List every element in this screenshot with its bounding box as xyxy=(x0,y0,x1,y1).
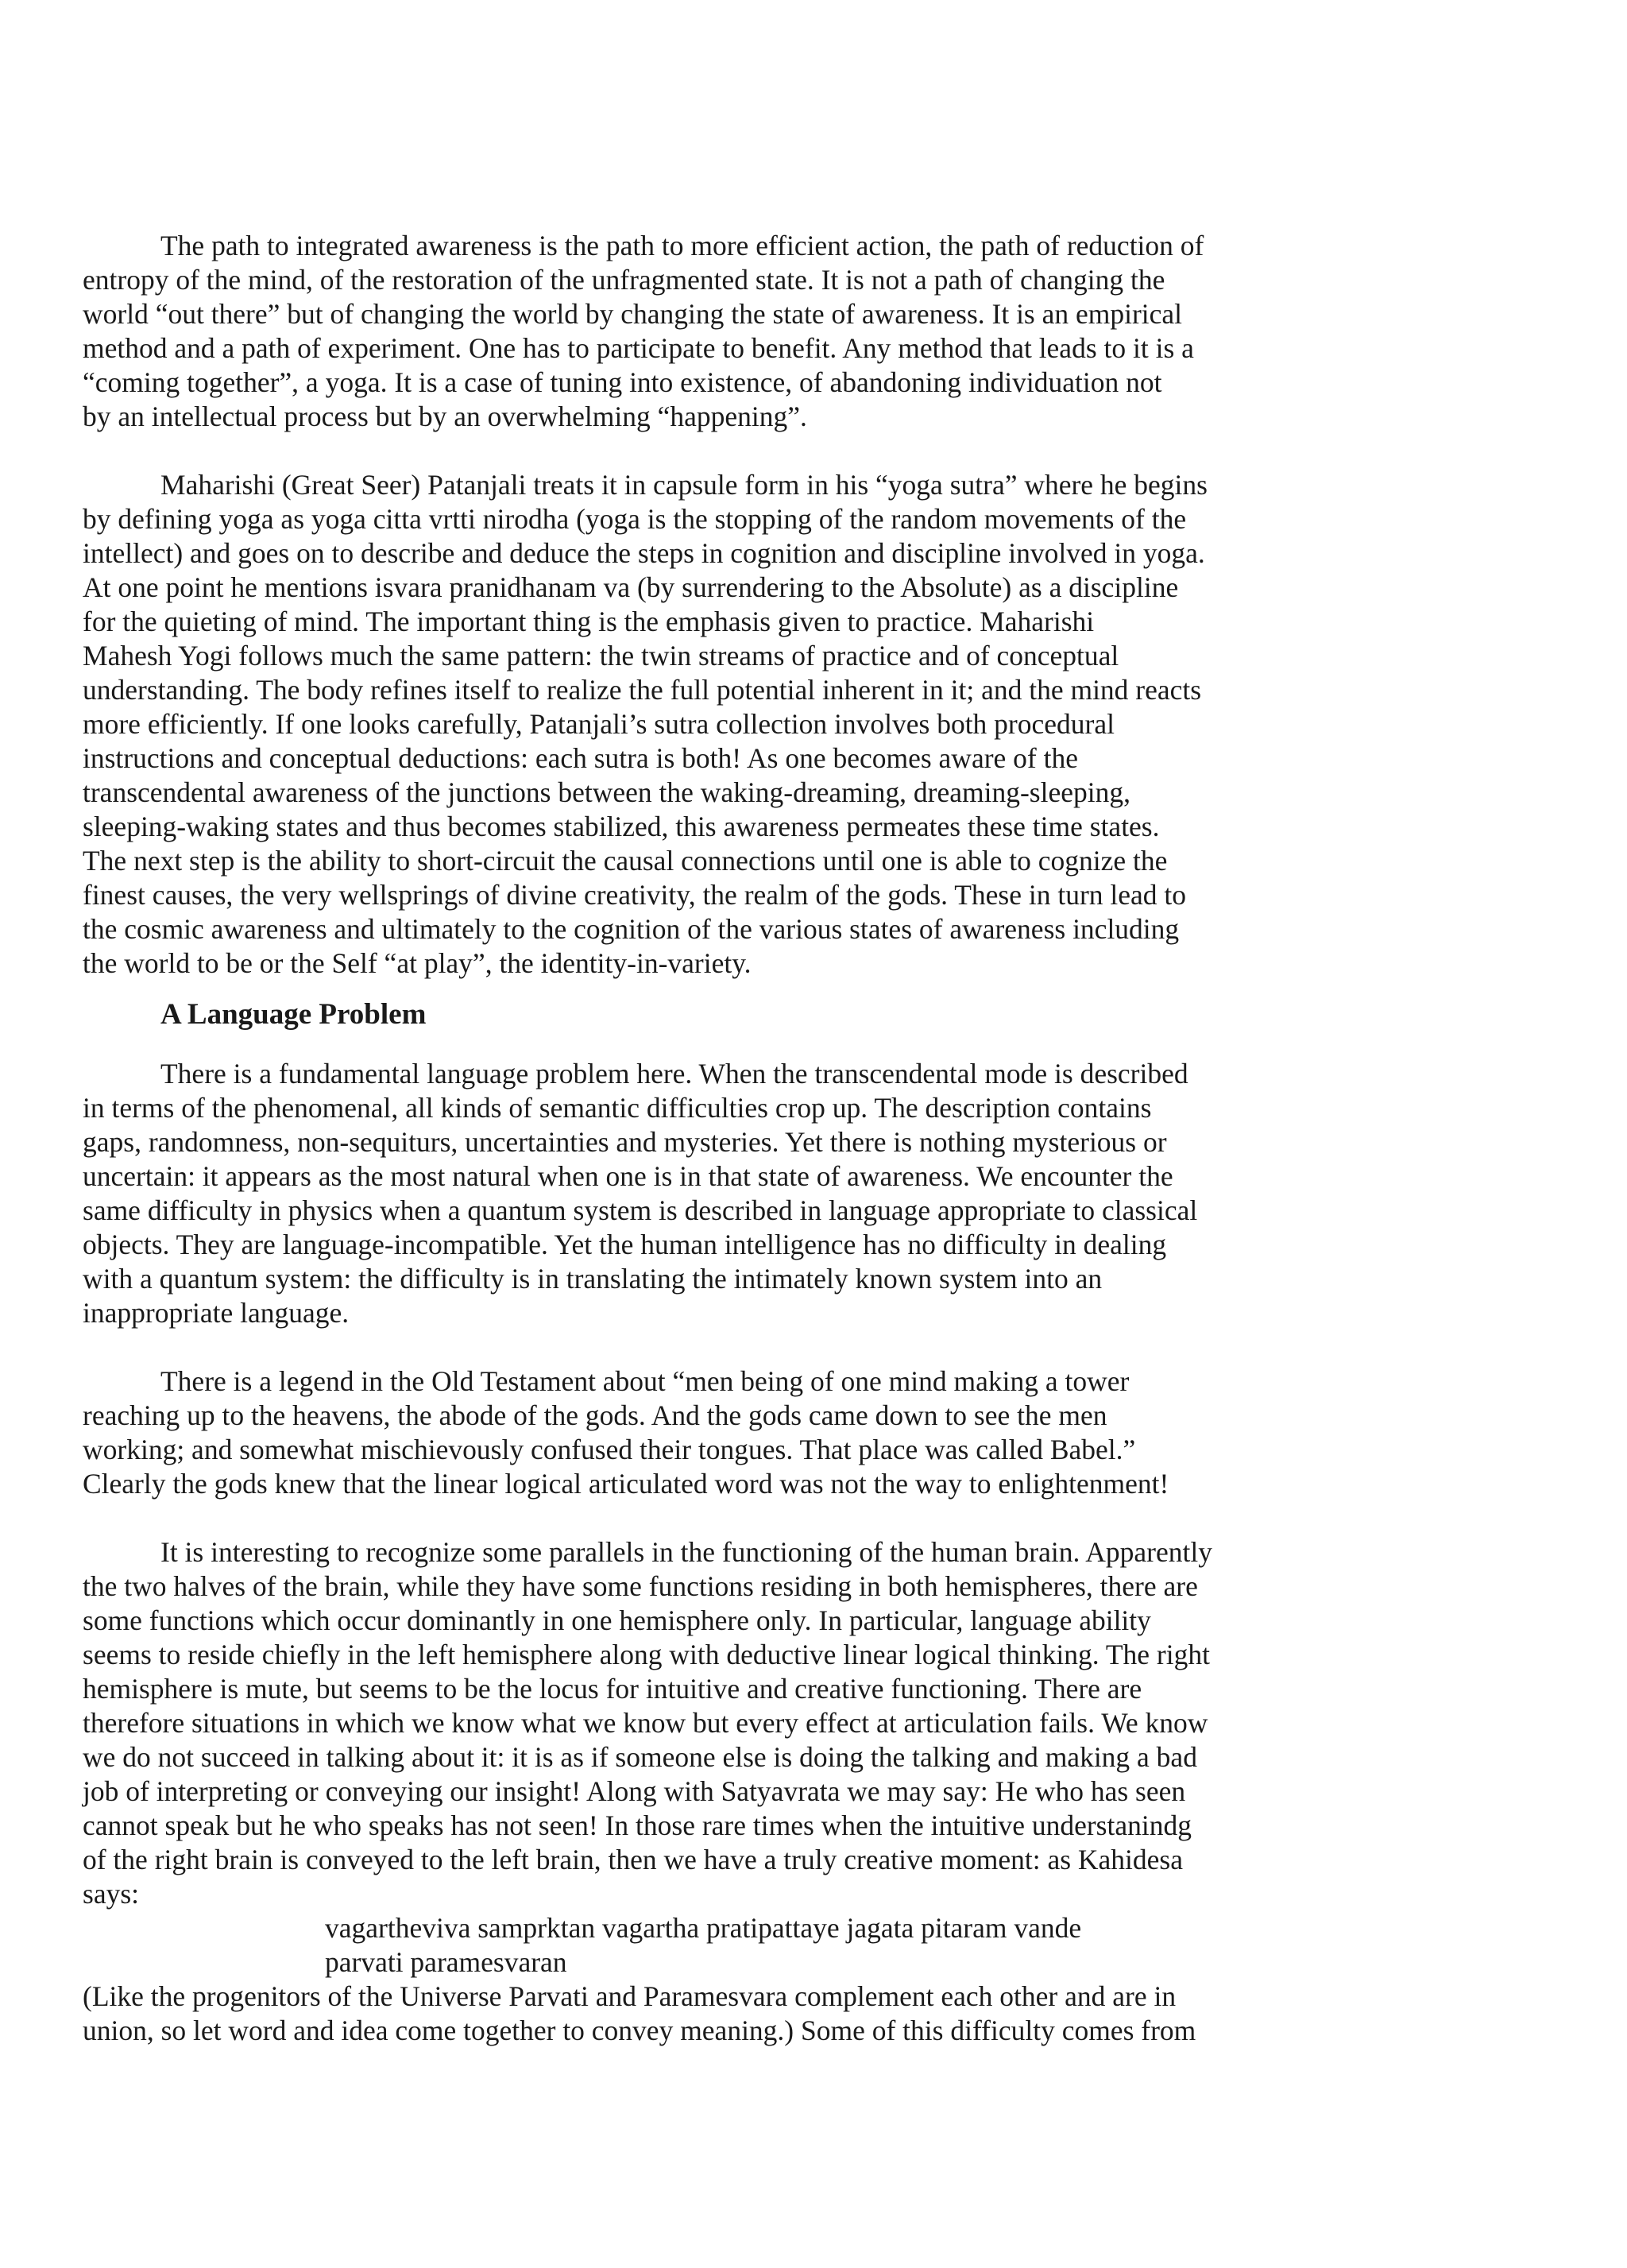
text-line: by an intellectual process but by an overwhelming “happening”. xyxy=(83,401,807,432)
text-line: with a quantum system: the difficulty is in translating the intimately known system into an xyxy=(83,1263,1103,1295)
text-line: gaps, randomness, non-sequiturs, uncertainties and mysteries. Yet there is nothing mysterious or xyxy=(83,1126,1167,1158)
paragraph xyxy=(83,229,1425,434)
text-line: we do not succeed in talking about it: it is as if someone else is doing the talking and making a bad xyxy=(83,1741,1197,1773)
text-line: finest causes, the very wellsprings of divine creativity, the realm of the gods. These in turn lead to xyxy=(83,879,1187,911)
text-line: job of interpreting or conveying our insight! Along with Satyavrata we may say: He who has seen xyxy=(83,1775,1186,1807)
text-line: some functions which occur dominantly in one hemisphere only. In particular, language ability xyxy=(83,1604,1151,1636)
text-line: hemisphere is mute, but seems to be the locus for intuitive and creative functioning. There are xyxy=(83,1673,1142,1705)
paragraph xyxy=(83,1364,1425,1501)
text-line: union, so let word and idea come together to convey meaning.) Some of this difficulty comes from xyxy=(83,2014,1196,2046)
document-page xyxy=(83,229,1425,2048)
text-line: Clearly the gods knew that the linear logical articulated word was not the way to enlightenment! xyxy=(83,1468,1169,1500)
text-line: the world to be or the Self “at play”, the identity-in-variety. xyxy=(83,947,752,979)
paragraph xyxy=(83,468,1425,981)
verse-line: parvati paramesvaran xyxy=(325,1946,567,1978)
text-line: Mahesh Yogi follows much the same pattern: the twin streams of practice and of conceptual xyxy=(83,640,1119,671)
paragraph xyxy=(83,1535,1425,2048)
text-line: reaching up to the heavens, the abode of the gods. And the gods came down to see the men xyxy=(83,1399,1107,1431)
text-line: sleeping-waking states and thus becomes stabilized, this awareness permeates these time states. xyxy=(83,811,1160,842)
text-line: It is interesting to recognize some parallels in the functioning of the human brain. Apparently xyxy=(160,1536,1212,1568)
text-line: same difficulty in physics when a quantum system is described in language appropriate to classical xyxy=(83,1194,1198,1226)
text-line: in terms of the phenomenal, all kinds of semantic difficulties crop up. The description contains xyxy=(83,1092,1152,1124)
text-line: cannot speak but he who speaks has not seen! In those rare times when the intuitive understanindg xyxy=(83,1809,1192,1841)
text-line: transcendental awareness of the junctions between the waking-dreaming, dreaming-sleeping, xyxy=(83,776,1130,808)
text-line: entropy of the mind, of the restoration of the unfragmented state. It is not a path of changing the xyxy=(83,264,1165,296)
text-line: by defining yoga as yoga citta vrtti nirodha (yoga is the stopping of the random movements of the xyxy=(83,503,1187,535)
text-line: “coming together”, a yoga. It is a case of tuning into existence, of abandoning individuation not xyxy=(83,366,1162,398)
text-line: objects. They are language-incompatible. Yet the human intelligence has no difficulty in dealing xyxy=(83,1229,1167,1260)
sanskrit-verse xyxy=(83,1911,1425,1980)
text-line: uncertain: it appears as the most natural when one is in that state of awareness. We encounter the xyxy=(83,1160,1173,1192)
text-line: seems to reside chiefly in the left hemisphere along with deductive linear logical thinking. The right xyxy=(83,1639,1210,1670)
text-line: understanding. The body refines itself to realize the full potential inherent in it; and the mind reacts xyxy=(83,674,1202,706)
text-line: of the right brain is conveyed to the left brain, then we have a truly creative moment: as Kahidesa xyxy=(83,1844,1184,1875)
text-line: Maharishi (Great Seer) Patanjali treats it in capsule form in his “yoga sutra” where he begins xyxy=(160,469,1208,501)
text-line: therefore situations in which we know what we know but every effect at articulation fails. We know xyxy=(83,1707,1208,1739)
text-line: The path to integrated awareness is the path to more efficient action, the path of reduction of xyxy=(160,230,1204,261)
text-line: method and a path of experiment. One has to participate to benefit. Any method that leads to it is a xyxy=(83,332,1194,364)
text-line: says: xyxy=(83,1878,139,1910)
text-line: world “out there” but of changing the world by changing the state of awareness. It is an empirical xyxy=(83,298,1183,330)
text-line: the cosmic awareness and ultimately to the cognition of the various states of awareness including xyxy=(83,913,1180,945)
text-line: The next step is the ability to short-circuit the causal connections until one is able to cognize the xyxy=(83,845,1168,877)
paragraph xyxy=(83,1057,1425,1330)
text-line: instructions and conceptual deductions: each sutra is both! As one becomes aware of the xyxy=(83,742,1078,774)
text-line: At one point he mentions isvara pranidhanam va (by surrendering to the Absolute) as a discipline xyxy=(83,571,1179,603)
text-line: the two halves of the brain, while they have some functions residing in both hemispheres, there are xyxy=(83,1570,1198,1602)
text-line: intellect) and goes on to describe and deduce the steps in cognition and discipline involved in yoga. xyxy=(83,537,1205,569)
text-line: There is a fundamental language problem here. When the transcendental mode is described xyxy=(160,1058,1188,1089)
verse-line: vagartheviva samprktan vagartha pratipattaye jagata pitaram vande xyxy=(325,1912,1082,1944)
text-line: working; and somewhat mischievously confused their tongues. That place was called Babel.” xyxy=(83,1434,1136,1465)
text-line: more efficiently. If one looks carefully, Patanjali’s sutra collection involves both procedural xyxy=(83,708,1115,740)
text-line: for the quieting of mind. The important thing is the emphasis given to practice. Maharishi xyxy=(83,606,1095,637)
section-heading: A Language Problem xyxy=(160,998,427,1031)
text-line: There is a legend in the Old Testament about “men being of one mind making a tower xyxy=(160,1365,1130,1397)
text-line: (Like the progenitors of the Universe Parvati and Paramesvara complement each other and are in xyxy=(83,1980,1177,2012)
text-line: inappropriate language. xyxy=(83,1297,350,1329)
